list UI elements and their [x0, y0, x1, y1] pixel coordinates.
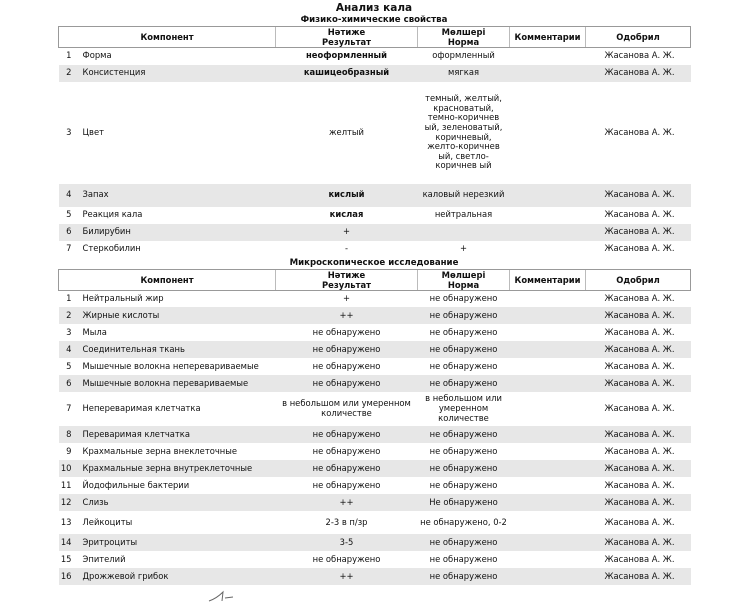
table-row — [59, 341, 691, 358]
cell-result: не обнаружено — [276, 426, 418, 443]
cell-result: - — [344, 243, 349, 254]
cell-component: Соединительная ткань — [81, 341, 276, 358]
cell-approved: Жасанова А. Ж. — [586, 460, 691, 477]
cell-component: Цвет — [82, 126, 104, 137]
row-number: 7 — [66, 243, 72, 254]
cell-approved: Жасанова А. Ж. — [586, 426, 691, 443]
table-row — [59, 358, 691, 375]
cell-result: + — [276, 224, 418, 241]
table-row — [59, 241, 691, 258]
analysis-document — [58, 0, 690, 585]
cell-comment — [510, 358, 586, 375]
document-title: Анализ кала — [335, 2, 413, 14]
cell-result: кашицеобразный — [276, 65, 418, 82]
table-row — [59, 224, 691, 241]
cell-approved: Жасанова А. Ж. — [586, 307, 691, 324]
cell-approved: Жасанова А. Ж. — [604, 326, 675, 337]
cell-result: 2-3 в п/зр — [325, 516, 368, 527]
row-number: 3 — [66, 326, 72, 337]
cell-comment — [510, 290, 586, 307]
cell-result: не обнаружено — [276, 375, 418, 392]
microscopy-table — [58, 269, 691, 586]
table-row — [59, 324, 691, 341]
cell-comment — [510, 534, 586, 551]
row-number: 14 — [59, 534, 81, 551]
cell-comment — [510, 375, 586, 392]
cell-norm: не обнаружено — [418, 568, 510, 585]
table-row — [59, 426, 691, 443]
cell-norm: в небольшом или умеренном количестве — [425, 393, 502, 423]
table-row — [59, 375, 691, 392]
row-number: 5 — [66, 209, 72, 220]
cell-approved: Жасанова А. Ж. — [586, 375, 691, 392]
cell-comment — [510, 241, 586, 258]
header-norm: Мөлшері Норма — [418, 27, 510, 48]
cell-norm: оформленный — [432, 50, 495, 61]
cell-comment — [510, 460, 586, 477]
cell-component: Эритроциты — [81, 534, 276, 551]
row-number: 6 — [59, 375, 81, 392]
cell-component: Форма — [82, 50, 112, 61]
cell-comment — [510, 551, 586, 568]
signature-scribble-icon — [205, 590, 245, 602]
row-number: 16 — [59, 568, 81, 585]
cell-result: желтый — [329, 126, 364, 137]
cell-norm: не обнаружено — [418, 426, 510, 443]
cell-component: Консистенция — [81, 65, 276, 82]
table-row — [59, 307, 691, 324]
cell-norm — [418, 224, 510, 241]
row-number: 4 — [59, 184, 81, 207]
cell-norm: не обнаружено — [418, 534, 510, 551]
section-title-microscopy: Микроскопическое исследование — [289, 257, 459, 268]
cell-norm: темный, желтый, красноватый, темно-коричнев ый, зеленоватый, коричневый, желто-коричнев ый, светло-коричнев ый — [424, 93, 503, 171]
cell-comment — [510, 568, 586, 585]
cell-norm: мягкая — [418, 65, 510, 82]
row-number: 4 — [59, 341, 81, 358]
cell-comment — [510, 207, 586, 224]
cell-component: Йодофильные бактерии — [82, 479, 190, 490]
header-norm: Мөлшері Норма — [418, 269, 510, 290]
cell-component: Нейтральный жир — [82, 292, 164, 303]
cell-component: Мышечные волокна неперевариваемые — [82, 360, 259, 371]
section-title-physchem: Физико-химические свойства — [300, 15, 448, 25]
cell-result: не обнаружено — [312, 445, 381, 456]
row-number: 2 — [59, 307, 81, 324]
table-row — [59, 65, 691, 82]
header-result: Нәтиже Результат — [276, 269, 418, 290]
cell-approved: Жасанова А. Ж. — [586, 224, 691, 241]
cell-approved: Жасанова А. Ж. — [604, 292, 675, 303]
cell-result: ++ — [276, 307, 418, 324]
cell-norm: не обнаружено, 0-2 — [420, 516, 507, 527]
cell-component: Переваримая клетчатка — [81, 426, 276, 443]
cell-component: Непереваримая клетчатка — [82, 403, 201, 414]
cell-comment — [510, 511, 586, 534]
cell-result: кислая — [329, 209, 364, 220]
cell-component: Эпителий — [82, 553, 126, 564]
row-number: 12 — [59, 494, 81, 511]
cell-component: Жирные кислоты — [81, 307, 276, 324]
cell-norm: нейтральная — [434, 209, 493, 220]
table-row — [59, 511, 691, 534]
cell-comment — [510, 82, 586, 184]
row-number: 13 — [60, 516, 72, 527]
table-row — [59, 477, 691, 494]
cell-approved: Жасанова А. Ж. — [604, 360, 675, 371]
cell-comment — [510, 392, 586, 426]
cell-comment — [510, 224, 586, 241]
row-number: 9 — [66, 445, 72, 456]
cell-approved: Жасанова А. Ж. — [586, 341, 691, 358]
row-number: 3 — [66, 126, 72, 137]
header-comments: Комментарии — [510, 27, 586, 48]
row-number: 2 — [59, 65, 81, 82]
cell-approved: Жасанова А. Ж. — [586, 184, 691, 207]
cell-approved: Жасанова А. Ж. — [604, 243, 675, 254]
cell-component: Реакция кала — [82, 209, 143, 220]
cell-comment — [510, 324, 586, 341]
table-header-row — [59, 269, 691, 290]
cell-component: Мыла — [82, 326, 107, 337]
table-row — [59, 534, 691, 551]
cell-comment — [510, 307, 586, 324]
header-component: Компонент — [59, 27, 276, 48]
cell-component: Лейкоциты — [82, 516, 133, 527]
header-approved: Одобрил — [586, 269, 691, 290]
cell-approved: Жасанова А. Ж. — [604, 209, 675, 220]
table-row — [59, 551, 691, 568]
cell-comment — [510, 184, 586, 207]
table-row — [59, 460, 691, 477]
cell-component: Мышечные волокна перевариваемые — [81, 375, 276, 392]
header-result: Нәтиже Результат — [276, 27, 418, 48]
cell-comment — [510, 426, 586, 443]
header-component: Компонент — [59, 269, 276, 290]
cell-norm: не обнаружено — [429, 445, 498, 456]
cell-approved: Жасанова А. Ж. — [586, 494, 691, 511]
signature-mark — [205, 590, 245, 602]
cell-approved: Жасанова А. Ж. — [604, 50, 675, 61]
cell-result: неоформленный — [306, 50, 387, 61]
cell-result: не обнаружено — [312, 553, 381, 564]
cell-norm: не обнаружено — [418, 460, 510, 477]
row-number: 15 — [60, 553, 72, 564]
cell-norm: не обнаружено — [418, 341, 510, 358]
cell-norm: не обнаружено — [429, 292, 498, 303]
physchem-table-body — [59, 48, 691, 258]
cell-result: ++ — [276, 568, 418, 585]
cell-result: 3-5 — [276, 534, 418, 551]
cell-approved: Жасанова А. Ж. — [604, 445, 675, 456]
table-header-row — [59, 27, 691, 48]
cell-result: не обнаружено — [312, 360, 381, 371]
table-row — [59, 207, 691, 224]
cell-norm: не обнаружено — [429, 479, 498, 490]
table-row — [59, 568, 691, 585]
cell-approved: Жасанова А. Ж. — [586, 534, 691, 551]
cell-approved: Жасанова А. Ж. — [604, 126, 675, 137]
cell-result: не обнаружено — [276, 341, 418, 358]
cell-result: в небольшом или умеренном количестве — [282, 398, 411, 418]
cell-comment — [510, 443, 586, 460]
cell-component: Стеркобилин — [82, 243, 141, 254]
cell-result: ++ — [276, 494, 418, 511]
cell-norm: не обнаружено — [418, 307, 510, 324]
cell-norm: не обнаружено — [429, 326, 498, 337]
cell-norm: + — [459, 243, 468, 254]
cell-comment — [510, 341, 586, 358]
cell-norm: каловый нерезкий — [418, 184, 510, 207]
microscopy-table-body — [59, 290, 691, 585]
cell-result: не обнаружено — [312, 479, 381, 490]
cell-result: + — [342, 292, 351, 303]
cell-result: не обнаружено — [276, 460, 418, 477]
table-row — [59, 184, 691, 207]
row-number: 7 — [66, 403, 72, 414]
cell-approved: Жасанова А. Ж. — [604, 403, 675, 414]
table-row — [59, 48, 691, 65]
cell-norm: не обнаружено — [429, 360, 498, 371]
table-row — [59, 82, 691, 184]
cell-approved: Жасанова А. Ж. — [586, 65, 691, 82]
cell-component: Слизь — [81, 494, 276, 511]
cell-component: Запах — [81, 184, 276, 207]
row-number: 1 — [66, 50, 72, 61]
cell-comment — [510, 65, 586, 82]
row-number: 5 — [66, 360, 72, 371]
cell-component: Крахмальные зерна внеклеточные — [82, 445, 238, 456]
physchem-table — [58, 26, 691, 258]
table-row — [59, 290, 691, 307]
cell-approved: Жасанова А. Ж. — [604, 516, 675, 527]
cell-result: не обнаружено — [312, 326, 381, 337]
table-row — [59, 443, 691, 460]
cell-approved: Жасанова А. Ж. — [586, 568, 691, 585]
cell-comment — [510, 48, 586, 65]
header-comments: Комментарии — [510, 269, 586, 290]
header-approved: Одобрил — [586, 27, 691, 48]
cell-norm: не обнаружено — [429, 553, 498, 564]
table-row — [59, 494, 691, 511]
row-number: 10 — [59, 460, 81, 477]
cell-norm: не обнаружено — [418, 375, 510, 392]
cell-component: Дрожжевой грибок — [81, 568, 276, 585]
row-number: 1 — [66, 292, 72, 303]
row-number: 8 — [59, 426, 81, 443]
cell-approved: Жасанова А. Ж. — [604, 479, 675, 490]
row-number: 6 — [59, 224, 81, 241]
cell-comment — [510, 477, 586, 494]
cell-norm: Не обнаружено — [418, 494, 510, 511]
cell-result: кислый — [276, 184, 418, 207]
cell-component: Крахмальные зерна внутреклеточные — [81, 460, 276, 477]
table-row — [59, 392, 691, 426]
row-number: 11 — [60, 479, 72, 490]
cell-approved: Жасанова А. Ж. — [604, 553, 675, 564]
cell-comment — [510, 494, 586, 511]
cell-component: Билирубин — [81, 224, 276, 241]
